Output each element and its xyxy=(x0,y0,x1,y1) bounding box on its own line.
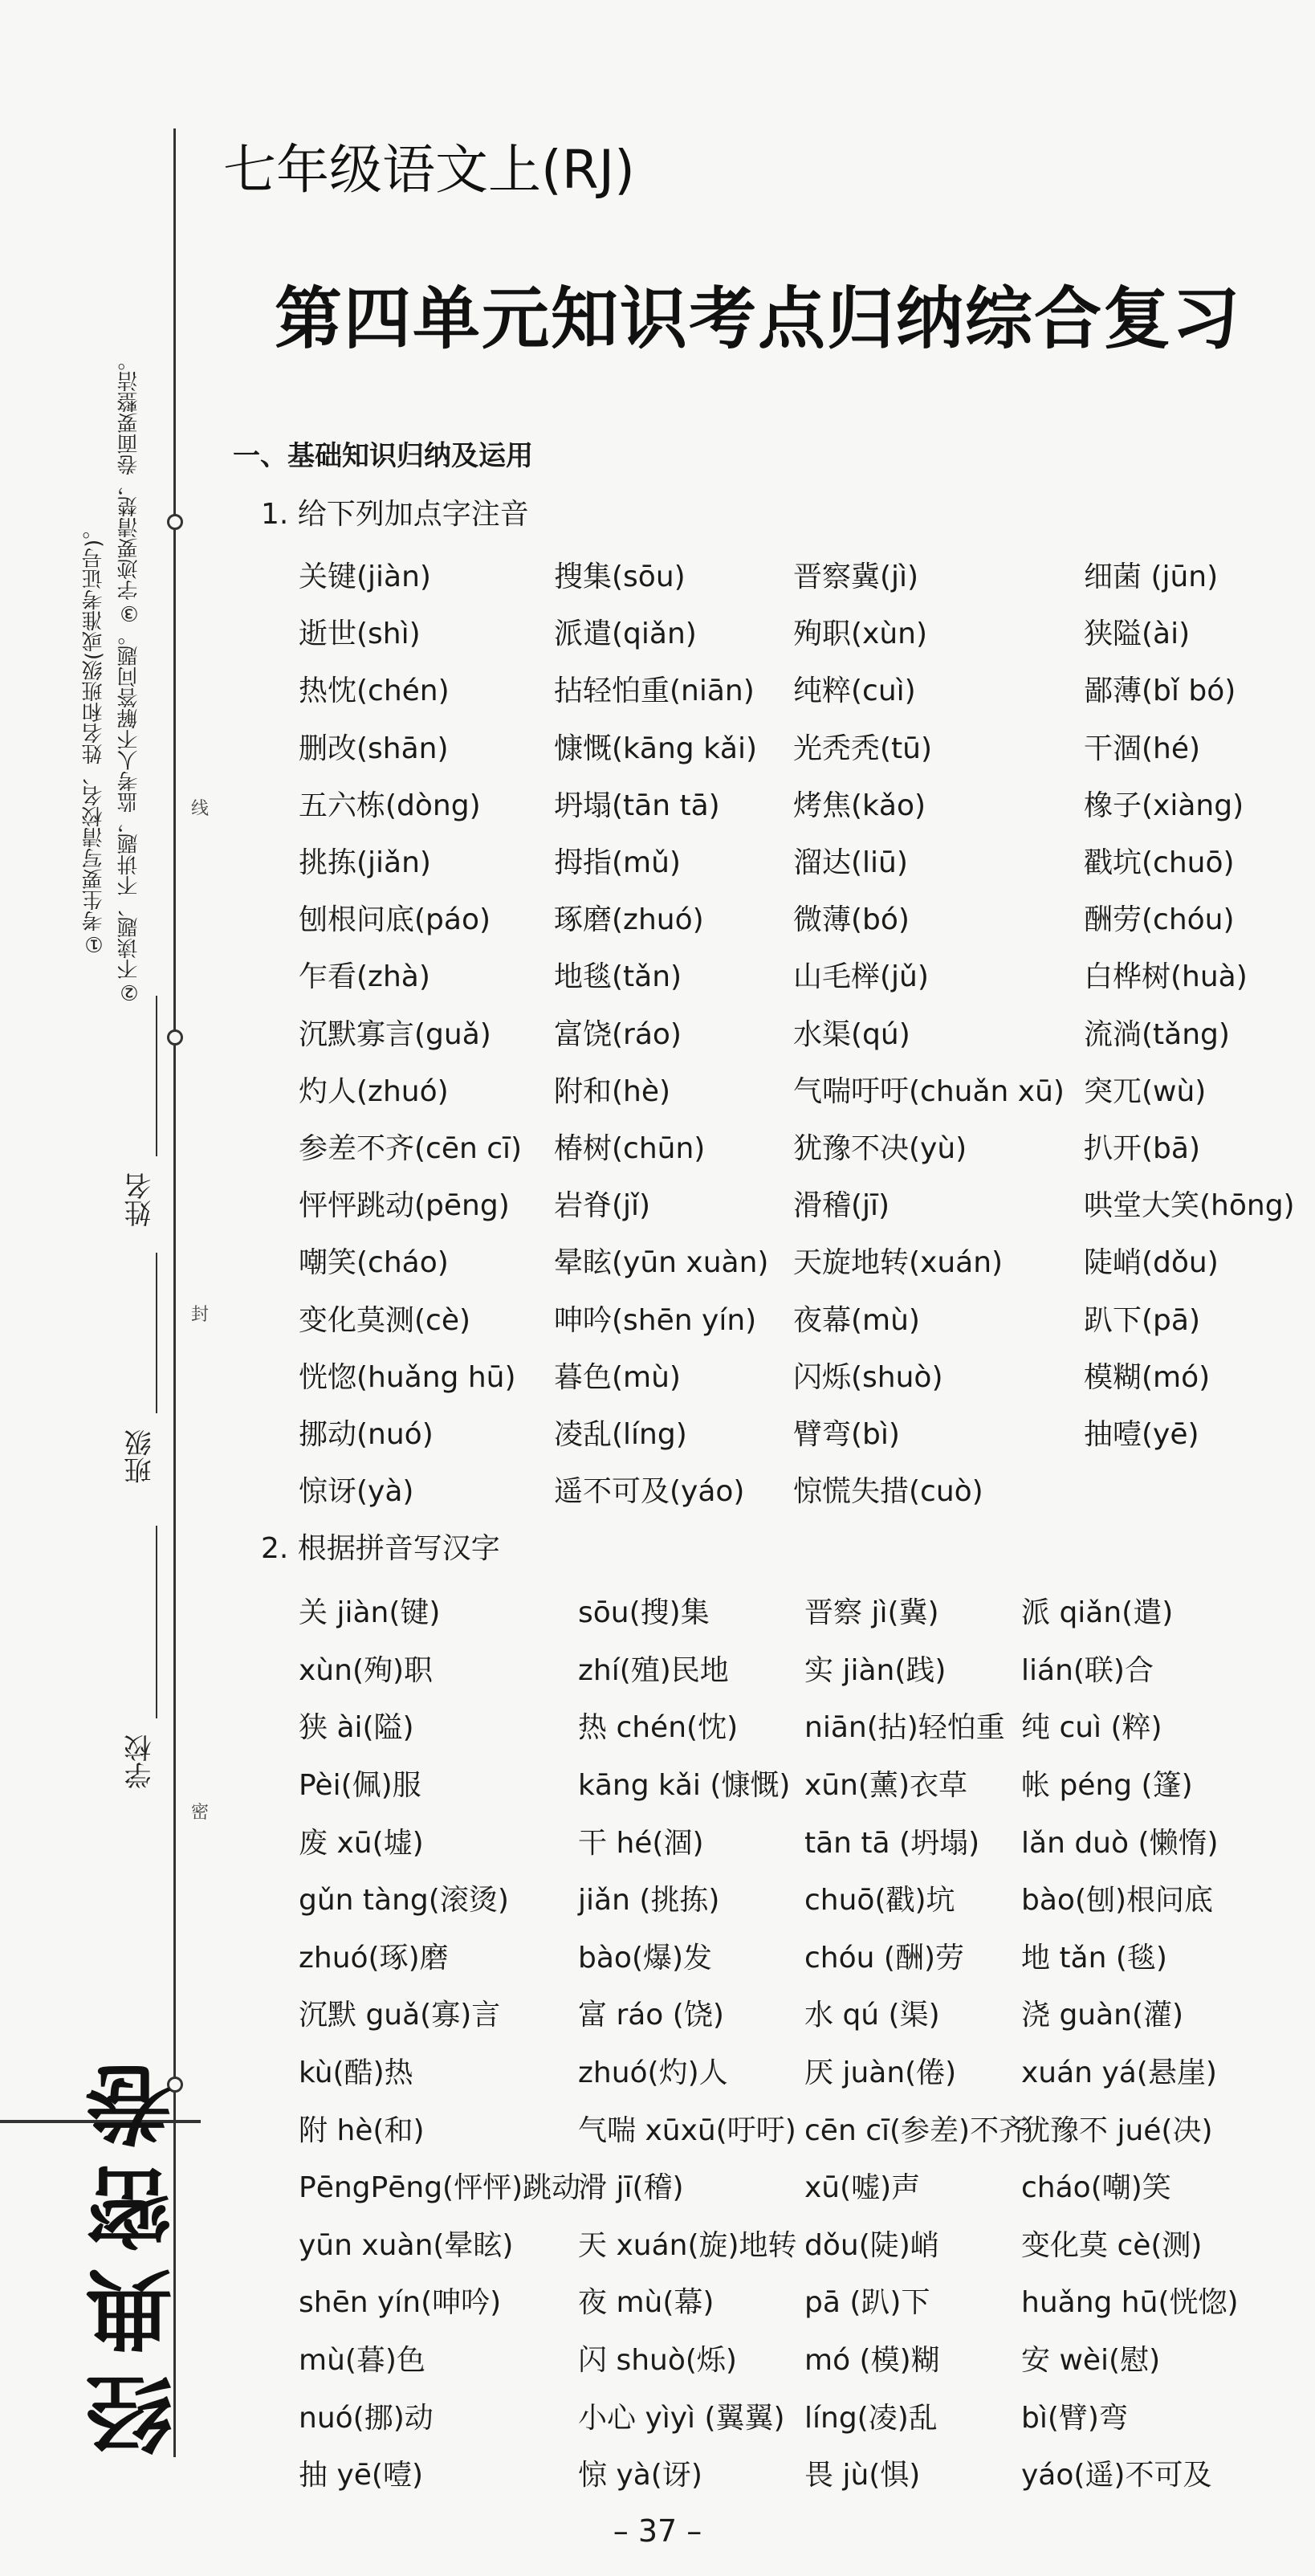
margin-note-1: ①考生要写清校名、姓名和班级(或准考证号)。 xyxy=(82,518,106,956)
q2-item: 狭 ài(隘) xyxy=(299,1711,414,1745)
q1-item: 恍惚(huǎng hū) xyxy=(299,1360,516,1394)
q2-item: 实 jiàn(践) xyxy=(804,1653,947,1687)
q1-item: 晋察冀(jì) xyxy=(793,560,919,594)
brand-logo: 经典密卷 xyxy=(86,2046,187,2457)
q2-item: xuán yá(悬崖) xyxy=(1021,2056,1217,2090)
q2-item: 安 wèi(慰) xyxy=(1021,2344,1161,2378)
q2-item: 惊 yà(讶) xyxy=(578,2459,702,2492)
q1-item: 模糊(mó) xyxy=(1084,1360,1211,1394)
q1-item: 挑拣(jiǎn) xyxy=(299,846,431,880)
q1-item: 拇指(mǔ) xyxy=(554,846,681,880)
q1-item: 夜幕(mù) xyxy=(793,1303,920,1337)
q1-item xyxy=(1084,1461,1315,1518)
question-2-grid xyxy=(299,1582,1312,2502)
q2-item: zhí(殖)民地 xyxy=(578,1653,729,1687)
q1-item: 遥不可及(yáo) xyxy=(554,1475,745,1509)
q1-item: 突兀(wù) xyxy=(1084,1074,1207,1108)
q2-item: kāng kǎi (慷慨) xyxy=(578,1769,791,1803)
q1-item: 哄堂大笑(hōng) xyxy=(1084,1189,1295,1223)
q1-item: 干涸(hé) xyxy=(1084,732,1201,765)
q1-item: 晕眩(yūn xuàn) xyxy=(554,1246,769,1280)
q2-item: mó (模)糊 xyxy=(804,2344,940,2378)
q1-item: 抽噎(yē) xyxy=(1084,1417,1199,1451)
q1-item: 溜达(liū) xyxy=(793,846,908,880)
q1-item: 乍看(zhà) xyxy=(299,960,430,994)
q1-item: 岩脊(jǐ) xyxy=(554,1189,651,1223)
cut-dot xyxy=(167,1029,183,1045)
q1-item: 怦怦跳动(pēng) xyxy=(299,1189,510,1223)
q1-item: 嘲笑(cháo) xyxy=(299,1246,449,1280)
q2-item: chuō(戳)坑 xyxy=(804,1884,955,1918)
q2-item: 气喘 xūxū(吁吁) xyxy=(578,2113,796,2147)
q2-item: 滑 jī(稽) xyxy=(578,2171,684,2205)
page-number: – 37 – xyxy=(613,2513,702,2549)
q2-item: 沉默 guǎ(寡)言 xyxy=(299,1999,501,2032)
cut-mark-feng: 封 xyxy=(191,1305,210,1325)
q2-item: PēngPēng(怦怦)跳动 xyxy=(299,2171,581,2205)
q2-item: yūn xuàn(晕眩) xyxy=(299,2228,514,2262)
q2-item: shēn yín(呻吟) xyxy=(299,2286,502,2320)
q2-item: 天 xuán(旋)地转 xyxy=(578,2228,797,2262)
q2-item: xūn(薰)衣草 xyxy=(804,1769,968,1803)
q1-item: 暮色(mù) xyxy=(554,1360,681,1394)
q1-item: 微薄(bó) xyxy=(793,903,910,937)
q2-item: xū(嘘)声 xyxy=(804,2171,921,2205)
q1-item: 臂弯(bì) xyxy=(793,1417,900,1451)
question-1-label: 1. 给下列加点字注音 xyxy=(261,498,529,531)
q1-item: 参差不齐(cēn cī) xyxy=(299,1131,523,1165)
q1-item: 拈轻怕重(niān) xyxy=(554,675,755,708)
q1-item: 附和(hè) xyxy=(554,1074,671,1108)
q1-item: 刨根问底(páo) xyxy=(299,903,491,937)
q2-item: gǔn tàng(滚烫) xyxy=(299,1884,509,1918)
q1-item: 琢磨(zhuó) xyxy=(554,903,704,937)
question-2-label: 2. 根据拼音写汉字 xyxy=(261,1532,500,1565)
q2-item: 派 qiǎn(遣) xyxy=(1021,1596,1174,1630)
q2-item: 富 ráo (饶) xyxy=(578,1999,724,2032)
q2-item: 热 chén(忱) xyxy=(578,1711,739,1745)
q1-item: 戳坑(chuō) xyxy=(1084,846,1235,880)
q1-item: 沉默寡言(guǎ) xyxy=(299,1017,491,1051)
q2-item: 帐 péng (篷) xyxy=(1021,1769,1193,1803)
q2-item: 闪 shuò(烁) xyxy=(578,2344,737,2378)
q2-item: dǒu(陡)峭 xyxy=(804,2228,939,2262)
q2-item: tān tā (坍塌) xyxy=(804,1826,980,1860)
q2-item: zhuó(琢)磨 xyxy=(299,1941,449,1975)
cut-mark-mi: 密 xyxy=(191,1803,210,1823)
q2-item: líng(凌)乱 xyxy=(804,2401,938,2435)
binding-margin xyxy=(0,0,210,2576)
q1-item: 扒开(bā) xyxy=(1084,1131,1201,1165)
q2-item: kù(酷)热 xyxy=(299,2056,413,2090)
q2-item: nuó(挪)动 xyxy=(299,2401,434,2435)
q2-item: zhuó(灼)人 xyxy=(578,2056,728,2090)
q2-item: 纯 cuì (粹) xyxy=(1021,1711,1162,1745)
cut-dot xyxy=(167,514,183,530)
q1-item: 陡峭(dǒu) xyxy=(1084,1246,1219,1280)
q2-item: 干 hé(涸) xyxy=(578,1826,704,1860)
q1-item: 关键(jiàn) xyxy=(299,560,431,594)
q1-item: 惊讶(yà) xyxy=(299,1475,414,1509)
q1-item: 逝世(shì) xyxy=(299,618,421,651)
q1-item: 狭隘(ài) xyxy=(1084,618,1191,651)
q2-item: bào(爆)发 xyxy=(578,1941,713,1975)
q2-item: cēn cī(参差)不齐 xyxy=(804,2113,1028,2147)
q1-item: 水渠(qú) xyxy=(793,1017,910,1051)
q1-item: 犹豫不决(yù) xyxy=(793,1131,967,1165)
q1-item: 气喘吁吁(chuǎn xū) xyxy=(793,1074,1065,1108)
q2-item: sōu(搜)集 xyxy=(578,1596,710,1630)
q2-item: 水 qú (渠) xyxy=(804,1999,940,2032)
section-heading: 一、基础知识归纳及运用 xyxy=(233,440,533,472)
q1-item: 烤焦(kǎo) xyxy=(793,789,926,822)
q2-item: 小心 yìyì (翼翼) xyxy=(578,2401,785,2435)
q1-item: 滑稽(jī) xyxy=(793,1189,890,1223)
q2-item: bào(刨)根问底 xyxy=(1021,1884,1214,1918)
cut-mark-xian: 线 xyxy=(191,799,210,819)
q2-item: lǎn duò (懒惰) xyxy=(1021,1826,1219,1860)
q2-item: 地 tǎn (毯) xyxy=(1021,1941,1167,1975)
q2-item: 废 xū(墟) xyxy=(299,1826,424,1860)
q2-item: 晋察 jì(冀) xyxy=(804,1596,939,1630)
q2-item: xùn(殉)职 xyxy=(299,1653,434,1687)
q1-item: 山毛榉(jǔ) xyxy=(793,960,929,994)
q1-item: 凌乱(líng) xyxy=(554,1417,687,1451)
q1-item: 光秃秃(tū) xyxy=(793,732,933,765)
name-label: 姓名 xyxy=(124,1172,157,1227)
class-label: 班级 xyxy=(124,1429,157,1484)
class-field-line[interactable] xyxy=(156,1253,157,1413)
q2-item: 畏 jù(惧) xyxy=(804,2459,921,2492)
q1-item: 坍塌(tān tā) xyxy=(554,789,720,822)
q1-item: 椿树(chūn) xyxy=(554,1131,706,1165)
q2-item: niān(拈)轻怕重 xyxy=(804,1711,1005,1745)
school-field-line[interactable] xyxy=(156,1526,157,1718)
q2-item: 关 jiàn(键) xyxy=(299,1596,441,1630)
q1-item: 富饶(ráo) xyxy=(554,1017,682,1051)
q2-item: jiǎn (挑拣) xyxy=(578,1884,720,1918)
q1-item: 热忱(chén) xyxy=(299,675,450,708)
q2-item: bì(臂)弯 xyxy=(1021,2401,1128,2435)
q2-item: pā (趴)下 xyxy=(804,2286,930,2320)
q2-item: mù(暮)色 xyxy=(299,2344,425,2378)
q2-item: cháo(嘲)笑 xyxy=(1021,2171,1171,2205)
margin-note-2: ②不读题、不讲题，监考人不解答问题。③字迹要清楚，卷面要整洁。 xyxy=(117,350,141,1004)
q2-item: 犹豫不 jué(决) xyxy=(1021,2113,1213,2147)
q1-item: 慷慨(kāng kǎi) xyxy=(554,732,758,765)
q1-item: 惊慌失措(cuò) xyxy=(793,1475,983,1509)
page-header: 七年级语文上(RJ) xyxy=(223,139,635,201)
q1-item: 挪动(nuó) xyxy=(299,1417,434,1451)
q1-item: 灼人(zhuó) xyxy=(299,1074,449,1108)
q1-item: 天旋地转(xuán) xyxy=(793,1246,1004,1280)
q2-item: Pèi(佩)服 xyxy=(299,1769,421,1803)
q1-item: 闪烁(shuò) xyxy=(793,1360,943,1394)
q1-item: 流淌(tǎng) xyxy=(1084,1017,1230,1051)
q1-item: 细菌 (jūn) xyxy=(1084,560,1219,594)
q1-item: 白桦树(huà) xyxy=(1084,960,1248,994)
q1-item: 派遣(qiǎn) xyxy=(554,618,697,651)
name-field-line[interactable] xyxy=(156,996,157,1156)
q1-item: 删改(shān) xyxy=(299,732,449,765)
q1-item: 地毯(tǎn) xyxy=(554,960,682,994)
q1-item: 五六栋(dòng) xyxy=(299,789,481,822)
q2-item: 夜 mù(幕) xyxy=(578,2286,714,2320)
q2-item: 浇 guàn(灌) xyxy=(1021,1999,1184,2032)
q2-item: chóu (酬)劳 xyxy=(804,1941,964,1975)
question-1-grid xyxy=(299,546,1310,1518)
q2-item: lián(联)合 xyxy=(1021,1653,1154,1687)
q2-item: 抽 yē(噎) xyxy=(299,2459,423,2492)
q2-item: 变化莫 cè(测) xyxy=(1021,2228,1203,2262)
q1-item: 橡子(xiàng) xyxy=(1084,789,1244,822)
q1-item: 鄙薄(bǐ bó) xyxy=(1084,675,1236,708)
q1-item: 酬劳(chóu) xyxy=(1084,903,1235,937)
q1-item: 纯粹(cuì) xyxy=(793,675,916,708)
q1-item: 变化莫测(cè) xyxy=(299,1303,471,1337)
q2-item: yáo(遥)不可及 xyxy=(1021,2459,1212,2492)
q1-item: 搜集(sōu) xyxy=(554,560,686,594)
q1-item: 呻吟(shēn yín) xyxy=(554,1303,757,1337)
q2-item: 厌 juàn(倦) xyxy=(804,2056,957,2090)
q1-item: 趴下(pā) xyxy=(1084,1303,1201,1337)
q2-item: huǎng hū(恍惚) xyxy=(1021,2286,1239,2320)
page-title: 第四单元知识考点归纳综合复习 xyxy=(274,279,1241,358)
q2-item: 附 hè(和) xyxy=(299,2113,425,2147)
school-label: 学校 xyxy=(124,1734,157,1789)
q1-item: 殉职(xùn) xyxy=(793,618,928,651)
